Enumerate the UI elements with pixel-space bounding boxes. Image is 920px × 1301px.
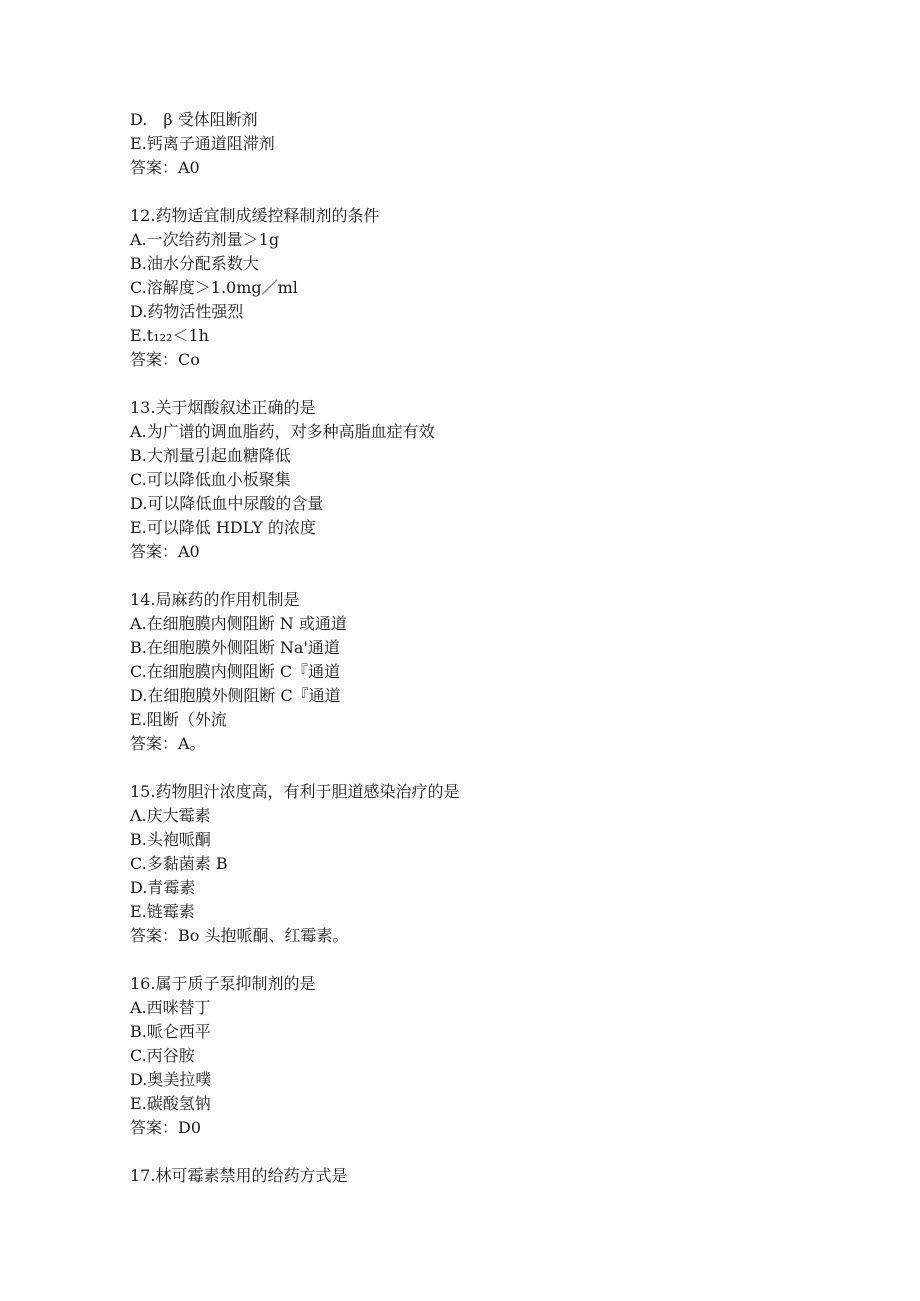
option-b: B.大剂量引起血糖降低: [130, 446, 291, 465]
question-13: [130, 396, 890, 564]
question-stem: 13.关于烟酸叙述正确的是: [130, 398, 316, 417]
option-e: E.碳酸氢钠: [130, 1094, 211, 1113]
document-page: [130, 108, 890, 1188]
option-e: E.可以降低 HDLY 的浓度: [130, 518, 316, 537]
question-11-tail: [130, 108, 890, 180]
option-a: A.西咪替丁: [130, 998, 211, 1017]
option-b: B.哌仑西平: [130, 1022, 211, 1041]
answer-line: 答案：A0: [130, 542, 200, 561]
option-e: E.t₁₂₂＜1h: [130, 326, 209, 345]
answer-line: 答案：Bo 头抱哌酮、红霉素。: [130, 926, 349, 945]
question-15: [130, 780, 890, 948]
answer-line: 答案：A0: [130, 158, 200, 177]
question-17: [130, 1164, 890, 1188]
question-stem: 14.局麻药的作用机制是: [130, 590, 300, 609]
option-b: B.头袍哌酮: [130, 830, 211, 849]
option-d: D.青霉素: [130, 878, 196, 897]
option-a: A.为广谱的调血脂药，对多种高脂血症有效: [130, 422, 435, 441]
option-d: D.可以降低血中尿酸的含量: [130, 494, 324, 513]
option-d: D.药物活性强烈: [130, 302, 244, 321]
option-d: D. β 受体阻断剂: [130, 110, 258, 129]
option-c: C.丙谷胺: [130, 1046, 195, 1065]
option-e: E.钙离子通道阻滞剂: [130, 134, 275, 153]
question-stem: 16.属于质子泵抑制剂的是: [130, 974, 316, 993]
question-16: [130, 972, 890, 1140]
option-a: A.在细胞膜内侧阻断 N 或通道: [130, 614, 347, 633]
option-d: D.奥美拉噗: [130, 1070, 212, 1089]
option-b: B.在细胞膜外侧阻断 Na'通道: [130, 638, 340, 657]
option-c: C.可以降低血小板聚集: [130, 470, 291, 489]
option-e: E.阻断（外流: [130, 710, 227, 729]
question-12: [130, 204, 890, 372]
question-14: [130, 588, 890, 756]
option-c: C.溶解度＞1.0mg／ml: [130, 278, 298, 297]
answer-line: 答案：D0: [130, 1118, 202, 1137]
option-e: E.链霉素: [130, 902, 195, 921]
option-a: Λ.庆大霉素: [130, 806, 211, 825]
option-a: A.一次给药剂量＞1g: [130, 230, 280, 249]
option-c: C.在细胞膜内侧阻断 C『通道: [130, 662, 341, 681]
answer-line: 答案：Co: [130, 350, 200, 369]
question-stem: 15.药物胆汁浓度高，有利于胆道感染治疗的是: [130, 782, 460, 801]
option-c: C.多黏菌素 B: [130, 854, 228, 873]
question-stem: 12.药物适宜制成缓控释制剂的条件: [130, 206, 380, 225]
option-b: B.油水分配系数大: [130, 254, 259, 273]
option-d: D.在细胞膜外侧阻断 C『通道: [130, 686, 341, 705]
question-stem: 17.林可霉素禁用的给药方式是: [130, 1166, 348, 1185]
answer-line: 答案：A。: [130, 734, 206, 753]
